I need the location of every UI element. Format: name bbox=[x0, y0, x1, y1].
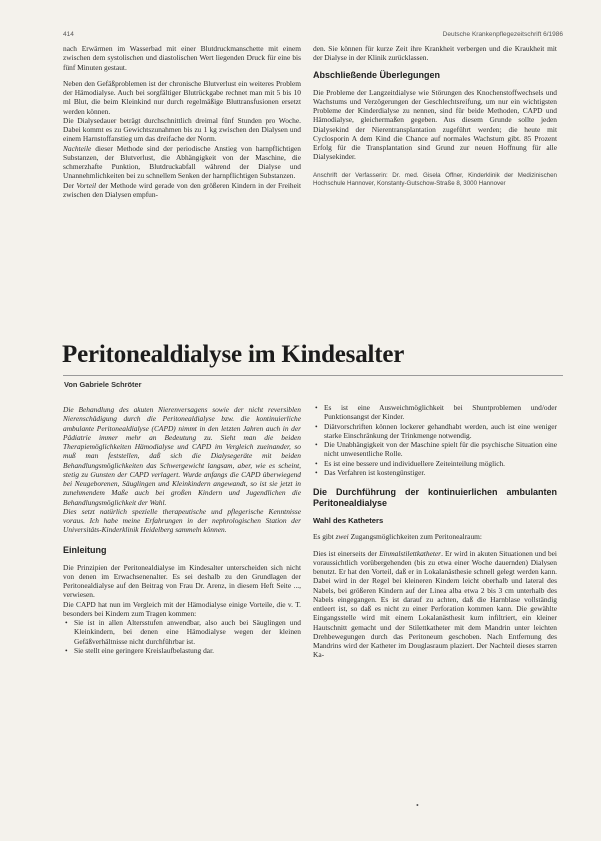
paragraph: Die CAPD hat nun im Vergleich mit der Hämodialyse einige Vorteile, die v. T. besonders bei Kindern zum Tragen kommen: bbox=[63, 599, 301, 618]
paragraph: Die Dialysedauer beträgt durchschnittlich dreimal fünf Stunden pro Woche. Dabei kommt es zu Gewichtszunahmen bis zu 1 kg zwischen den Dialysen und einem Harnstoffanstieg um das dreifache der Norm. bbox=[63, 115, 301, 144]
bottom-right-column bbox=[313, 403, 557, 660]
list-item: • Es ist eine bessere und individuellere Zeiteinteilung möglich. bbox=[313, 459, 557, 468]
list-item: • Sie stellt eine geringere Kreislaufbelastung dar. bbox=[63, 646, 301, 655]
page-number: 414 bbox=[63, 31, 74, 38]
section-heading: Abschließende Überlegungen bbox=[313, 69, 441, 80]
divider bbox=[63, 375, 563, 376]
emphasis: zwei bbox=[335, 532, 349, 542]
paragraph: den. Sie können für kurze Zeit ihre Krankheit verbergen und die Kraukheit mit der Dialyse in der Klinik zurücklassen. bbox=[313, 44, 557, 63]
paragraph: Nachteile dieser Methode sind der periodische Anstieg von harnpflichtigen Substanzen, der Blutverlust, die Abhängigkeit von der Maschine, die schmerzhafte Punktion, Blutdruckabfall während der Dialyse und Unannehmlichkeiten bei zu schnellem Senken der harnpflichtigen Substanzen. bbox=[63, 143, 301, 181]
paragraph: Es gibt zwei Zugangsmöglichkeiten zum Peritonealraum: bbox=[313, 532, 482, 542]
paragraph: Neben den Gefäßproblemen ist der chronische Blutverlust ein weiteres Problem der Hämodialyse. Auch bei sorgfältiger Blutrückgabe rechnet man mit 5 bis 10 ml Blut, die beim Kleinkind nur durch regelmäßige Bluttransfusionen ersetzt werden können. bbox=[63, 78, 301, 116]
list-item: • Das Verfahren ist kostengünstiger. bbox=[313, 468, 557, 477]
paragraph: nach Erwärmen im Wasserbad mit einer Blutdruckmanschette mit einem zwischen dem systolischen und diastolischen Wert liegenden Druck für eine bis fünf Minuten gestaut. bbox=[63, 44, 301, 72]
top-left-column bbox=[63, 44, 301, 199]
article-title: Peritonealdialyse im Kindesalter bbox=[62, 341, 405, 368]
bottom-left-column bbox=[63, 405, 301, 655]
top-right-column bbox=[313, 44, 557, 188]
list-item: • Sie ist in allen Altersstufen anwendbar, also auch bei Säuglingen und Kleinkindern, bei denen eine Hämodialyse wegen der kleinen Gefäßverhältnisse nicht durchführbar ist. bbox=[63, 618, 301, 646]
running-header bbox=[63, 31, 563, 41]
list-item: • Es ist eine Ausweichmöglichkeit bei Shuntproblemen und/oder Punktionsangst der Kinder. bbox=[313, 403, 557, 422]
section-heading: Einleitung bbox=[63, 544, 107, 555]
emphasis: Vorteil bbox=[76, 180, 97, 190]
article-author: Von Gabriele Schröter bbox=[64, 380, 142, 389]
subsection-heading: Wahl des Katheters bbox=[313, 516, 384, 525]
journal-name: Deutsche Krankenpflegezeitschrift 6/1986 bbox=[442, 31, 563, 38]
emphasis: Einmalstilettkatheter bbox=[379, 548, 442, 558]
list-item: • Diätvorschriften können lockerer gehandhabt werden, auch ist eine weniger starke Einschränkung der Trinkmenge notwendig. bbox=[313, 422, 557, 441]
paragraph: Der Vorteil der Methode wird gerade von den größeren Kindern in der Freiheit zwischen den Dialysen empfun- bbox=[63, 180, 301, 199]
section-heading: Die Durchführung der kontinuierlichen ambulanten Peritonealdialyse bbox=[313, 487, 557, 508]
paragraph: Die Probleme der Langzeitdialyse wie Störungen des Knochenstoffwechsels und Wachstums und Verzögerungen der Geschlechtsreifung, um nur ein wichtigsten Probleme der Kinderdialyse zu nennen, sind für beide Methoden, CAPD und Hämodialyse, gleichermaßen gegeben. Aus diesem Grunde sollte jeden Dialysekind der Nierentransplantation zugeführt werden; die heute mit Cyclosporin A dem Kind die Chance auf normales Wachstum gibt. 85 Prozent Erfolg für die Transplantation sind Grund zur neuen Hoffnung für alle Dialysekinder. bbox=[313, 87, 557, 162]
author-address: Anschrift der Verfasserin: Dr. med. Gisela Offner, Kinderklinik der Medizinischen Hochschule Hannover, Konstanty-Gutschow-Straße 8, 3000 Hannover bbox=[313, 171, 557, 187]
bullet-list bbox=[313, 403, 557, 477]
list-item: • Die Unabhängigkeit von der Maschine spielt für die psychische Situation eine nicht unwesentliche Rolle. bbox=[313, 440, 557, 459]
paragraph: Dies ist einerseits der Einmalstilettkatheter. Er wird in akuten Situationen und bei voraussichtlich vorübergehenden (bis zu etwa einer Woche dauernden) Dialysen benutzt. Er hat den Vorteil, daß er in Lokalanästhesie schnell gelegt werden kann. Dabei wird in der Regel bei kleineren Kindern leicht oberhalb und lateral des Nabels, bei größeren Kindern auf der Linea alba etwa 2 bis 3 cm unterhalb des Nabels eingegangen. Es ist darauf zu achten, daß die Harnblase vollständig entleert ist, so daß es nicht zu einer Perforation kommen kann. Die gewählte Eingangsstelle wird mit einem Lokalanästhesit kum infiltriert, ein kleiner Hautschnitt gemacht und der Stilettkatheter mit dem Mandrin unter leichten Drehbewegungen durch das Peritoneum geschoben. Nach Entfernung des Mandrins wird der Katheter im Douglasraum plaziert. Der Nachteil dieses starren Ka- bbox=[313, 548, 557, 660]
end-mark: • bbox=[416, 801, 419, 810]
abstract: Dies setzt natürlich spezielle therapeutische und pflegerische Kenntnisse voraus. Ich habe meine Erfahrungen in der nephrologischen Station der Universitäts-Kinderklinik Heidelberg sammeln können. bbox=[63, 506, 301, 535]
abstract: Die Behandlung des akuten Nierenversagens sowie der nicht reversiblen Nierenschädigung durch die Peritonealdialyse bzw. die kontinuierliche ambulante Peritonealdialyse (CAPD) nimmt in den letzten Jahren auch in der Pädiatrie immer mehr an Bedeutung zu. Sieht man die beiden Therapiemöglichkeiten Hämodialyse und CAPD im Vergleich zueinander, so muß man feststellen, daß sich die Dialysegeräte mit beiden Behandlungsmöglichkeiten das Schwergewicht langsam, aber, wie es scheint, stetig zu Gunsten der CAPD verlagert. Wurde anfangs die CAPD überwiegend bei Neugeborenen, Säuglingen und Kleinkindern angewandt, so ist sie jetzt in zunehmendem Maße auch bei großen Kindern und Jugendlichen die Behandlungsmöglichkeit der Wahl. bbox=[63, 405, 301, 507]
emphasis: Nachteile bbox=[63, 143, 92, 153]
paragraph: Die Prinzipien der Peritonealdialyse im Kindesalter unterscheiden sich nicht von denen im Erwachsenenalter. Es sei deshalb zu den Grundlagen der Peritonealdialyse auf den Beitrag von Frau Dr. Arenz, in diesem Heft Seite ..., verwiesen. bbox=[63, 562, 301, 600]
bullet-list bbox=[63, 618, 301, 655]
